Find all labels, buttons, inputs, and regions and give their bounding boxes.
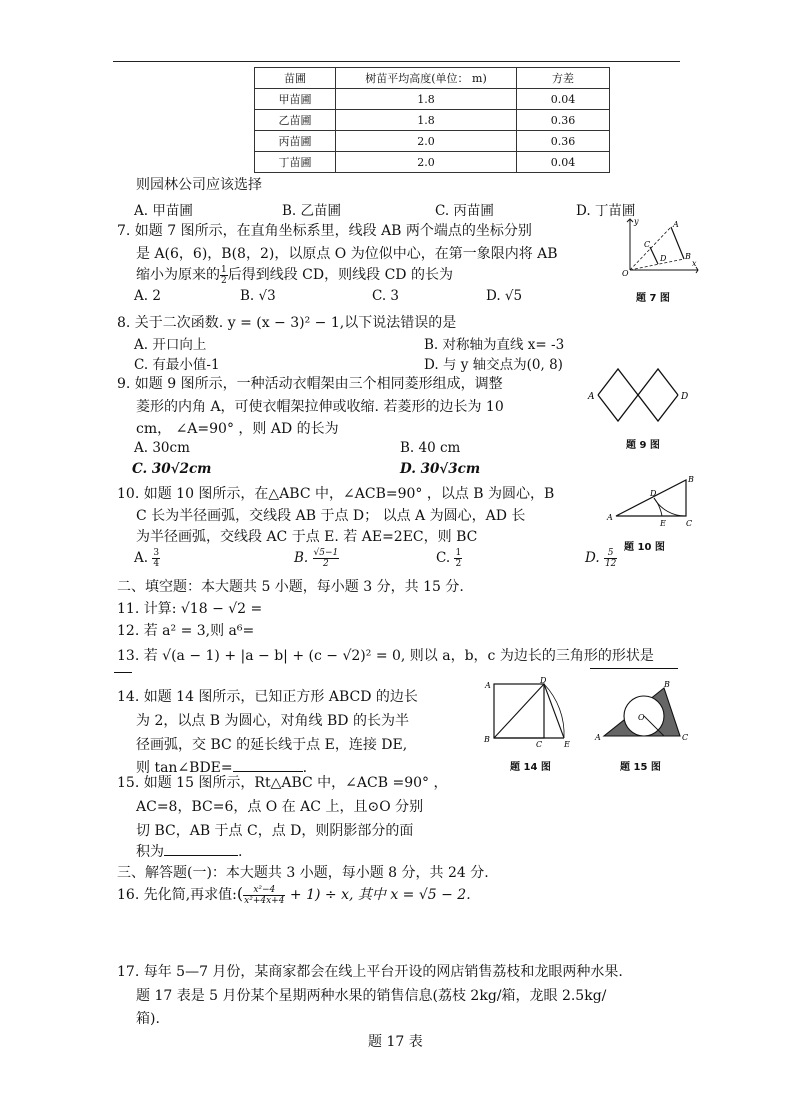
section2-title: 二、填空题：本大题共 5 小题，每小题 3 分，共 15 分. — [117, 579, 464, 595]
q6-option-a: A. 甲苗圃 — [134, 203, 193, 219]
q7-label-a: A — [673, 220, 679, 229]
table-header: 方差 — [517, 68, 610, 89]
q14-line1: 14. 如题 14 图所示，已知正方形 ABCD 的边长 — [117, 689, 418, 705]
table-header: 树苗平均高度(单位： m) — [336, 68, 517, 89]
q15-figure — [592, 680, 692, 750]
table-cell: 2.0 — [336, 131, 517, 152]
section3-title: 三、解答题(一)：本大题共 3 小题，每小题 8 分，共 24 分. — [117, 865, 489, 881]
q13-answer-blank[interactable] — [590, 668, 678, 669]
table-header: 苗圃 — [255, 68, 336, 89]
q15-label-o: O — [638, 713, 645, 722]
q15-answer-blank[interactable] — [164, 855, 238, 856]
q10-label-d: D — [650, 489, 657, 498]
q14-label-b: B — [484, 735, 490, 744]
q13: 13. 若 √(a − 1) + |a − b| + (c − √2)² = 0, 则以 a，b，c 为边长的三角形的形状是 — [117, 648, 654, 664]
q14-label-e: E — [564, 740, 570, 749]
q12: 12. 若 a² = 3,则 a⁶= — [117, 623, 255, 639]
q6-option-c: C. 丙苗圃 — [435, 203, 494, 219]
table-row — [255, 89, 610, 110]
table-cell: 0.36 — [517, 110, 610, 131]
q14-margin-rule — [114, 672, 132, 673]
q6-option-b: B. 乙苗圃 — [282, 203, 342, 219]
q9-option-c: C. 30√2cm — [132, 461, 212, 477]
q14-figure — [480, 676, 576, 750]
q17-line2: 题 17 表是 5 月份某个星期两种水果的销售信息(荔枝 2kg/箱，龙眼 2.5kg/ — [136, 988, 607, 1004]
q7-fraction: $\frac{1}{2}$ — [221, 264, 227, 286]
table-cell: 甲苗圃 — [255, 89, 336, 110]
q7-option-b: B. √3 — [240, 288, 276, 304]
q14-label-d: D — [540, 676, 547, 685]
q14-line2: 为 2，以点 B 为圆心，对角线 BD 的长为半 — [136, 713, 409, 729]
q8-option-c: C. 有最小值-1 — [134, 357, 220, 373]
table-cell: 0.04 — [517, 89, 610, 110]
q8-option-d: D. 与 y 轴交点为(0, 8) — [424, 357, 563, 373]
q10-label-b: B — [688, 475, 694, 484]
q9-line2: 菱形的内角 A，可使衣帽架拉伸或收缩. 若菱形的边长为 10 — [136, 399, 504, 415]
q10-line3: 为半径画弧，交线段 AC 于点 E. 若 AE=2EC，则 BC — [136, 529, 478, 545]
q17-line1: 17. 每年 5—7 月份，某商家都会在线上平台开设的网店销售荔枝和龙眼两种水果. — [117, 964, 623, 980]
q9-option-d: D. 30√3cm — [400, 461, 481, 477]
q10-label-c: C — [686, 519, 693, 528]
q15-line1: 15. 如题 15 图所示，Rt△ABC 中，∠ACB =90° ， — [117, 775, 448, 791]
q8-option-a: A. 开口向上 — [134, 337, 207, 353]
table-cell: 0.36 — [517, 131, 610, 152]
q15-label-c: C — [682, 733, 689, 742]
q7-line3-b: 后得到线段 CD，则线段 CD 的长为 — [227, 267, 453, 283]
q10-label-e: E — [660, 519, 666, 528]
q14-label-a: A — [485, 681, 491, 690]
q17-table-caption: 题 17 表 — [368, 1034, 423, 1050]
table-header-row — [255, 68, 610, 89]
q7-option-c: C. 3 — [372, 288, 400, 304]
q14-caption: 题 14 图 — [510, 762, 551, 773]
q16: 16. 先化简,再求值:( $\frac{\text{x²−4}}{\text{x²+4x+4}}$ + 1) ÷ x, 其中 x = √5 − 2. — [117, 884, 471, 906]
q7-caption: 题 7 图 — [636, 293, 670, 304]
q7-label-d: D — [660, 254, 667, 263]
q15-caption: 题 15 图 — [620, 762, 661, 773]
q10-option-a: A. $\frac{3}{4}$ — [134, 548, 160, 569]
table-row — [255, 110, 610, 131]
table-cell: 1.8 — [336, 89, 517, 110]
q9-figure — [586, 365, 698, 429]
table-cell: 1.8 — [336, 110, 517, 131]
q9-label-a: A — [588, 392, 595, 402]
q10-option-c: C. $\frac{1}{2}$ — [436, 548, 462, 569]
q10-figure — [604, 474, 696, 530]
table-cell: 0.04 — [517, 152, 610, 173]
q7-label-o: O — [622, 269, 629, 277]
q8-stem: 8. 关于二次函数. y = (x − 3)² − 1,以下说法错误的是 — [117, 315, 457, 331]
q10-line1: 10. 如题 10 图所示，在△ABC 中，∠ACB=90° ，以点 B 为圆心，B — [117, 486, 555, 502]
nursery-table — [254, 67, 610, 173]
q9-line3: cm， ∠A=90° ，则 AD 的长为 — [136, 421, 339, 437]
table-cell: 2.0 — [336, 152, 517, 173]
q7-line3 — [136, 264, 453, 286]
q8-option-b: B. 对称轴为直线 x= -3 — [424, 337, 565, 353]
q14-label-c: C — [536, 740, 543, 749]
q10-caption: 题 10 图 — [624, 542, 665, 553]
q7-label-c: C — [644, 240, 651, 249]
q15-line3: 切 BC，AB 于点 C，点 D，则阴影部分的面 — [136, 823, 414, 839]
q9-option-b: B. 40 cm — [400, 440, 461, 456]
q7-option-d: D. √5 — [486, 288, 523, 304]
q7-figure — [618, 215, 700, 277]
q7-label-y: y — [634, 217, 639, 226]
q9-line1: 9. 如题 9 图所示，一种活动衣帽架由三个相同菱形组成，调整 — [117, 376, 503, 392]
q9-caption: 题 9 图 — [626, 440, 660, 451]
q14-line4: 则 tan∠BDE= . — [136, 760, 308, 776]
q6-stem: 则园林公司应该选择 — [136, 177, 262, 193]
q15-label-b: B — [664, 680, 670, 689]
header-rule — [113, 61, 680, 62]
q10-line2: C 长为半径画弧，交线段 AB 于点 D； 以点 A 为圆心，AD 长 — [136, 508, 526, 524]
table-row — [255, 131, 610, 152]
q11: 11. 计算: √18 − √2 = — [117, 601, 263, 617]
q9-option-a: A. 30cm — [134, 440, 190, 456]
table-cell: 丙苗圃 — [255, 131, 336, 152]
q7-label-x: x — [692, 259, 697, 268]
q15-line4: 积为 . — [136, 844, 243, 860]
q10-label-a: A — [607, 513, 613, 522]
q7-label-b: B — [685, 252, 691, 261]
q10-option-d: D. $\frac{5}{12}$ — [585, 548, 617, 569]
table-cell: 乙苗圃 — [255, 110, 336, 131]
q15-label-a: A — [595, 733, 601, 742]
q7-line1: 7. 如题 7 图所示，在直角坐标系里，线段 AB 两个端点的坐标分别 — [117, 223, 532, 239]
q15-line2: AC=8，BC=6，点 O 在 AC 上，且⊙O 分别 — [136, 799, 424, 815]
table-cell: 丁苗圃 — [255, 152, 336, 173]
q7-line2: 是 A(6，6)，B(8，2)，以原点 O 为位似中心，在第一象限内将 AB — [136, 246, 558, 262]
q9-label-d: D — [681, 392, 689, 402]
q16-fraction: $\frac{\text{x²−4}}{\text{x²+4x+4}}$ — [244, 884, 285, 906]
q10-option-b: B. $\frac{√5-1}{2}$ — [294, 548, 339, 569]
table-row — [255, 152, 610, 173]
q6-option-d: D. 丁苗圃 — [576, 203, 636, 219]
q7-line3-a: 缩小为原来的 — [136, 267, 220, 283]
q7-option-a: A. 2 — [134, 288, 161, 304]
q14-line3: 径画弧，交 BC 的延长线于点 E，连接 DE, — [136, 737, 408, 753]
q17-line3: 箱). — [136, 1011, 160, 1027]
